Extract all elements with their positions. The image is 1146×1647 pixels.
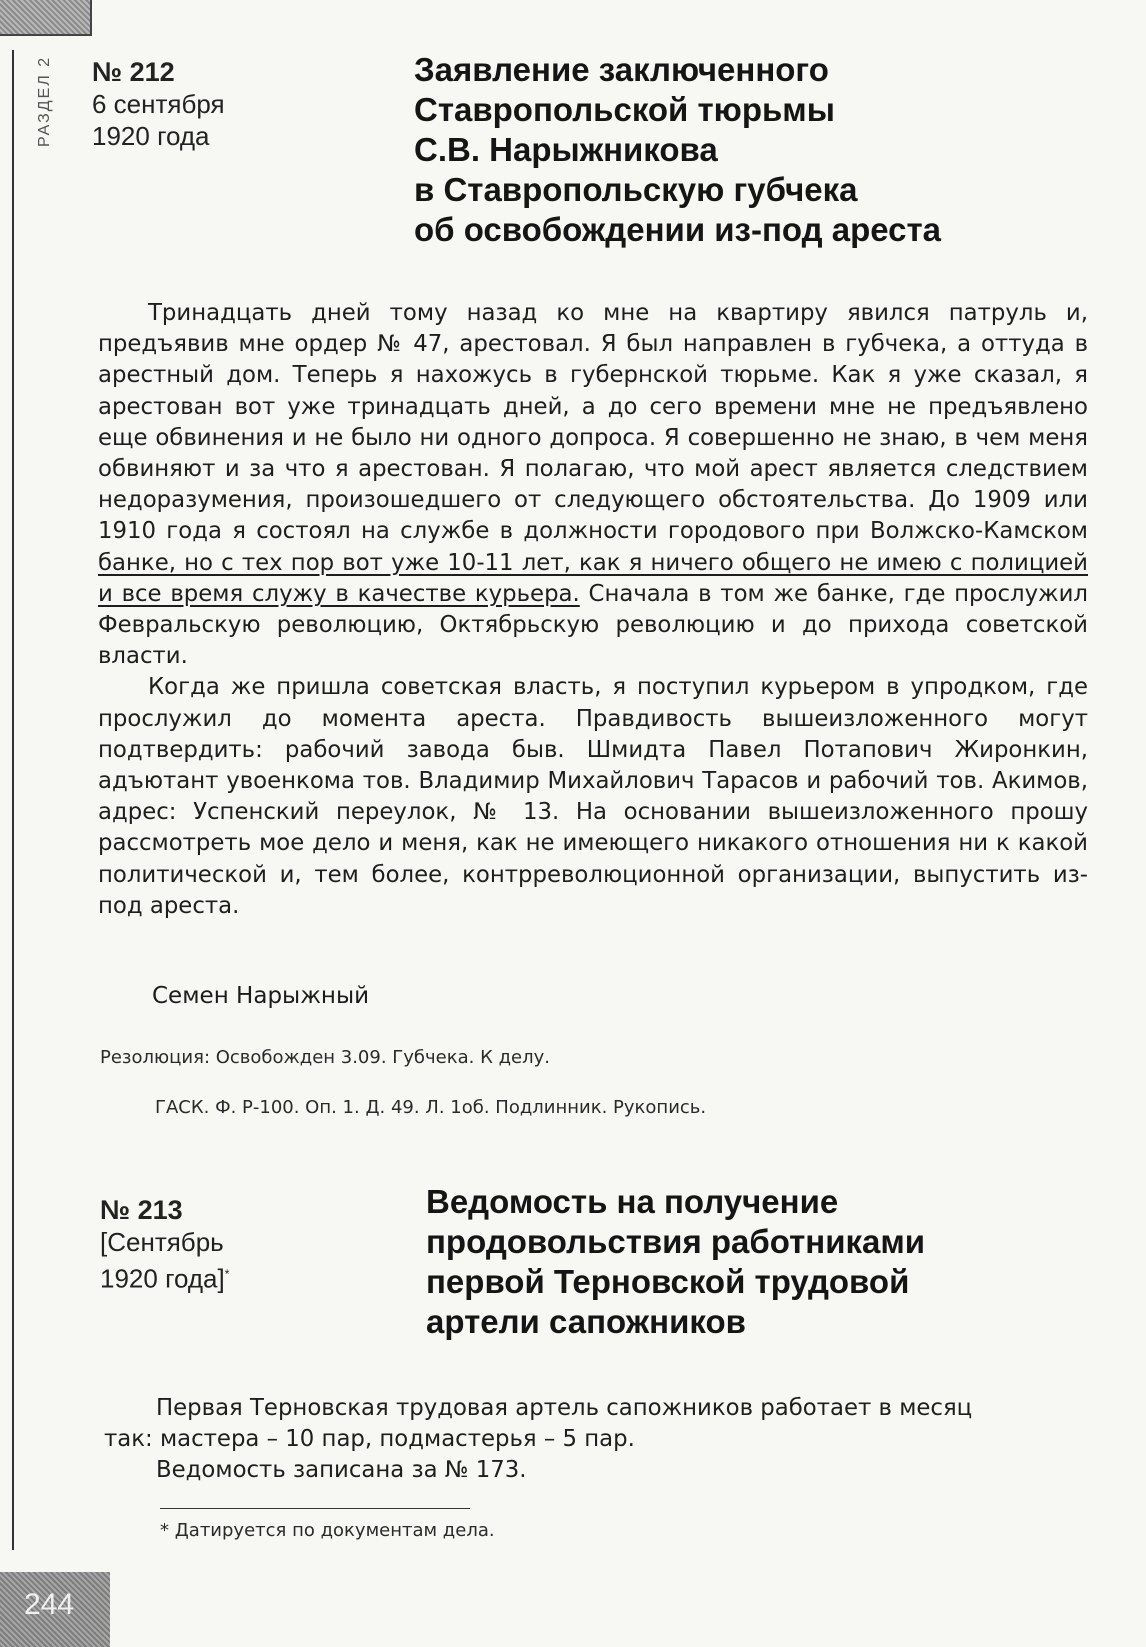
doc212-title [414, 50, 941, 250]
corner-tab [0, 0, 92, 36]
doc213-title [426, 1182, 925, 1342]
footnote-rule [160, 1508, 470, 1509]
page-number: 244 [24, 1588, 75, 1621]
doc213-date-mark: * [224, 1267, 230, 1281]
doc212-date-line2: 1920 года [92, 121, 210, 151]
doc212-signature: Семен Нарыжный [152, 983, 370, 1009]
doc213-title-line: Ведомость на получение [426, 1183, 839, 1220]
doc212-resolution: Резолюция: Освобожден 3.09. Губчека. К делу. [100, 1047, 550, 1068]
doc212-body [98, 298, 1088, 922]
doc213-body [104, 1393, 1100, 1487]
doc213-title-line: артели сапожников [426, 1303, 746, 1340]
doc213-line-2: так: мастера – 10 пар, подмастерья – 5 пар. [104, 1426, 635, 1453]
doc212-title-line: об освобождении из-под ареста [414, 211, 942, 248]
doc212-title-line: Заявление заключенного [414, 51, 829, 88]
doc213-title-line: продовольствия работниками [426, 1223, 926, 1260]
doc213-title-line: первой Терновской трудовой [426, 1263, 910, 1300]
side-rule [0, 50, 14, 1550]
doc213-date-line1: [Сентябрь [100, 1227, 224, 1257]
doc212-paragraph-2: Когда же пришла советская власть, я поступил курьером в упродком, где прослужил до момента ареста. Правдивость вышеизложенного могут подтвердить: рабочий завода быв. Шмидта Павел Потапович Жиронкин, адъютант увоенкома тов. Владимир Михайлович Тарасов и рабочий тов. Акимов, адрес: Успенский переулок, № 13. На основании вышеизложенного прошу рассмотреть мое дело и меня, как не имеющего никакого отношения ни к какой политической и, тем более, контрреволюционной организации, выпустить из-под ареста. [98, 674, 1088, 919]
doc213-line-3: Ведомость записана за № 173. [156, 1457, 527, 1484]
doc212-title-line: в Ставропольскую губчека [414, 171, 858, 208]
doc212-meta [92, 56, 225, 152]
doc213-line-1: Первая Терновская трудовая артель сапожников работает в месяц [156, 1395, 973, 1421]
doc213-number: № 213 [100, 1195, 183, 1225]
doc213-meta [100, 1194, 229, 1295]
doc212-title-line: С.В. Нарыжникова [414, 131, 718, 168]
doc213-footnote: * Датируется по документам дела. [160, 1520, 495, 1541]
doc212-para1-before: Тринадцать дней тому назад ко мне на квартиру явился патруль и, предъявив мне ордер № 47, арестовал. Я был направлен в губчека, а оттуда в арестный дом. Теперь я нахожусь в губернской тюрьме. Как я уже сказал, я арестован вот уже тринадцать дней, а до сего времени мне не предъявлено еще обвинения и не было ни одного допроса. Я совершенно не знаю, в чем меня обвиняют и за что я арестован. Я полагаю, что мой арест является следствием недоразумения, произошедшего от следующего обстоятельства. До 1909 или 1910 года я состоял на службе в должности городового при Волжско-Камском [98, 300, 1088, 545]
doc212-para1-after: Сначала в том же банке, где прослужил Февральскую революцию, Октябрьскую революцию и до прихода советской власти. [98, 580, 1088, 670]
doc212-number: № 212 [92, 57, 175, 87]
doc212-paragraph-1 [98, 298, 1088, 672]
section-label: РАЗДЕЛ 2 [36, 56, 53, 148]
doc213-date-line2: 1920 года] [100, 1263, 225, 1294]
doc212-title-line: Ставропольской тюрьмы [414, 91, 835, 128]
doc212-para1-underlined: банке, но с тех пор вот уже 10-11 лет, как я ничего общего не имею с полицией и все время служу в качестве курьера. [98, 549, 1088, 607]
doc212-date-line1: 6 сентября [92, 89, 225, 119]
doc212-archive-ref: ГАСК. Ф. Р-100. Оп. 1. Д. 49. Л. 1об. Подлинник. Рукопись. [155, 1097, 707, 1118]
